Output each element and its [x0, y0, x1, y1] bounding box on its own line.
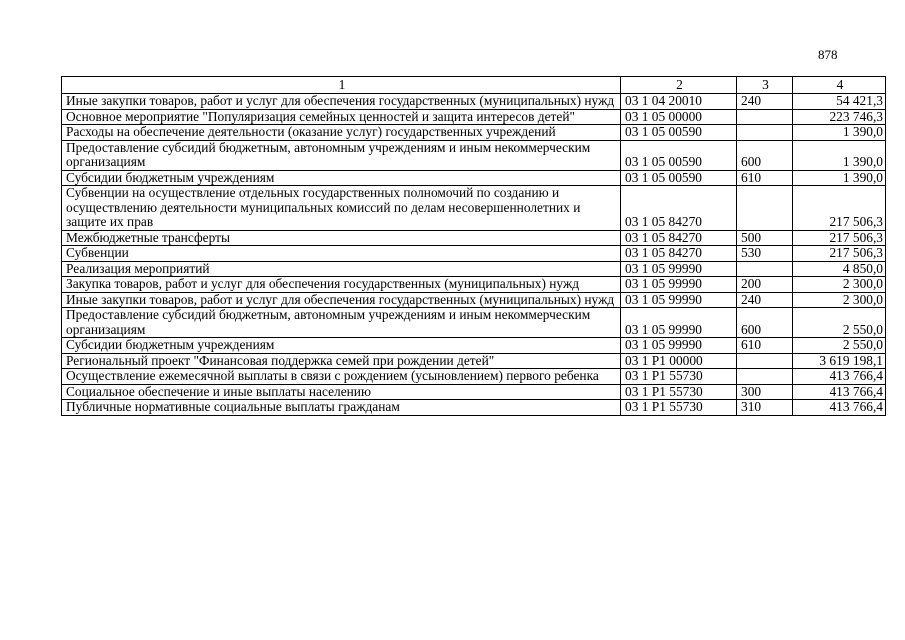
row-amount: 1 390,0: [793, 170, 886, 186]
row-amount: 2 550,0: [793, 308, 886, 338]
row-type: 300: [737, 384, 793, 400]
row-name: Субсидии бюджетным учреждениям: [62, 338, 621, 354]
row-name: Межбюджетные трансферты: [62, 230, 621, 246]
row-code: 03 1 05 84270: [621, 186, 737, 231]
column-header-1: 1: [62, 77, 621, 94]
row-amount: 217 506,3: [793, 186, 886, 231]
table-row: [62, 186, 886, 231]
row-name: Реализация мероприятий: [62, 261, 621, 277]
row-amount: 217 506,3: [793, 230, 886, 246]
row-code: 03 1 05 99990: [621, 277, 737, 293]
row-amount: 1 390,0: [793, 125, 886, 141]
table-row: [62, 338, 886, 354]
row-code: 03 1 05 99990: [621, 261, 737, 277]
table-row: [62, 277, 886, 293]
table-row: [62, 292, 886, 308]
row-type: [737, 186, 793, 231]
column-header-4: 4: [793, 77, 886, 94]
row-code: 03 1 P1 55730: [621, 369, 737, 385]
row-type: 530: [737, 246, 793, 262]
row-type: 610: [737, 338, 793, 354]
row-code: 03 1 P1 55730: [621, 384, 737, 400]
row-type: 600: [737, 140, 793, 170]
table-row: [62, 230, 886, 246]
row-code: 03 1 P1 00000: [621, 353, 737, 369]
row-amount: 413 766,4: [793, 384, 886, 400]
row-name: Региональный проект "Финансовая поддержка семей при рождении детей": [62, 353, 621, 369]
budget-table: [61, 76, 886, 416]
table-row: [62, 246, 886, 262]
row-code: 03 1 P1 55730: [621, 400, 737, 416]
row-code: 03 1 05 99990: [621, 292, 737, 308]
row-name: Предоставление субсидий бюджетным, автономным учреждениям и иным некоммерческим организациям: [62, 140, 621, 170]
row-amount: 413 766,4: [793, 400, 886, 416]
row-code: 03 1 05 00590: [621, 140, 737, 170]
row-type: 200: [737, 277, 793, 293]
row-name: Предоставление субсидий бюджетным, автономным учреждениям и иным некоммерческим организациям: [62, 308, 621, 338]
row-name: Осуществление ежемесячной выплаты в связи с рождением (усыновлением) первого ребенка: [62, 369, 621, 385]
table-row: [62, 369, 886, 385]
row-type: 240: [737, 292, 793, 308]
page-number: 878: [818, 47, 838, 62]
row-type: [737, 109, 793, 125]
row-type: [737, 353, 793, 369]
row-amount: 2 300,0: [793, 277, 886, 293]
row-name: Публичные нормативные социальные выплаты гражданам: [62, 400, 621, 416]
row-type: [737, 261, 793, 277]
row-amount: 4 850,0: [793, 261, 886, 277]
table-row: [62, 109, 886, 125]
row-code: 03 1 05 84270: [621, 246, 737, 262]
table-row: [62, 308, 886, 338]
table-row: [62, 170, 886, 186]
row-code: 03 1 05 99990: [621, 338, 737, 354]
table-row: [62, 384, 886, 400]
table-row: [62, 140, 886, 170]
table-row: [62, 94, 886, 110]
row-code: 03 1 05 00590: [621, 170, 737, 186]
row-code: 03 1 05 00000: [621, 109, 737, 125]
table-row: [62, 125, 886, 141]
row-amount: 217 506,3: [793, 246, 886, 262]
row-name: Расходы на обеспечение деятельности (оказание услуг) государственных учреждений: [62, 125, 621, 141]
row-code: 03 1 05 00590: [621, 125, 737, 141]
column-header-3: 3: [737, 77, 793, 94]
row-type: 610: [737, 170, 793, 186]
row-amount: 54 421,3: [793, 94, 886, 110]
row-type: 500: [737, 230, 793, 246]
row-name: Основное мероприятие "Популяризация семейных ценностей и защита интересов детей": [62, 109, 621, 125]
row-type: 240: [737, 94, 793, 110]
row-amount: 1 390,0: [793, 140, 886, 170]
row-type: 310: [737, 400, 793, 416]
row-amount: 223 746,3: [793, 109, 886, 125]
row-name: Иные закупки товаров, работ и услуг для обеспечения государственных (муниципальных) нужд: [62, 292, 621, 308]
table-row: [62, 400, 886, 416]
table-row: [62, 353, 886, 369]
row-name: Субвенции: [62, 246, 621, 262]
row-code: 03 1 05 99990: [621, 308, 737, 338]
row-name: Закупка товаров, работ и услуг для обеспечения государственных (муниципальных) нужд: [62, 277, 621, 293]
row-type: [737, 369, 793, 385]
row-code: 03 1 04 20010: [621, 94, 737, 110]
row-name: Субсидии бюджетным учреждениям: [62, 170, 621, 186]
table-row: [62, 261, 886, 277]
row-amount: 3 619 198,1: [793, 353, 886, 369]
row-code: 03 1 05 84270: [621, 230, 737, 246]
table-header-row: [62, 77, 886, 94]
row-type: 600: [737, 308, 793, 338]
row-amount: 2 550,0: [793, 338, 886, 354]
row-amount: 2 300,0: [793, 292, 886, 308]
row-name: Социальное обеспечение и иные выплаты населению: [62, 384, 621, 400]
column-header-2: 2: [621, 77, 737, 94]
row-name: Иные закупки товаров, работ и услуг для обеспечения государственных (муниципальных) нужд: [62, 94, 621, 110]
row-type: [737, 125, 793, 141]
row-amount: 413 766,4: [793, 369, 886, 385]
row-name: Субвенции на осуществление отдельных государственных полномочий по созданию и осуществлению деятельности муниципальных комиссий по делам несовершеннолетних и защите их прав: [62, 186, 621, 231]
